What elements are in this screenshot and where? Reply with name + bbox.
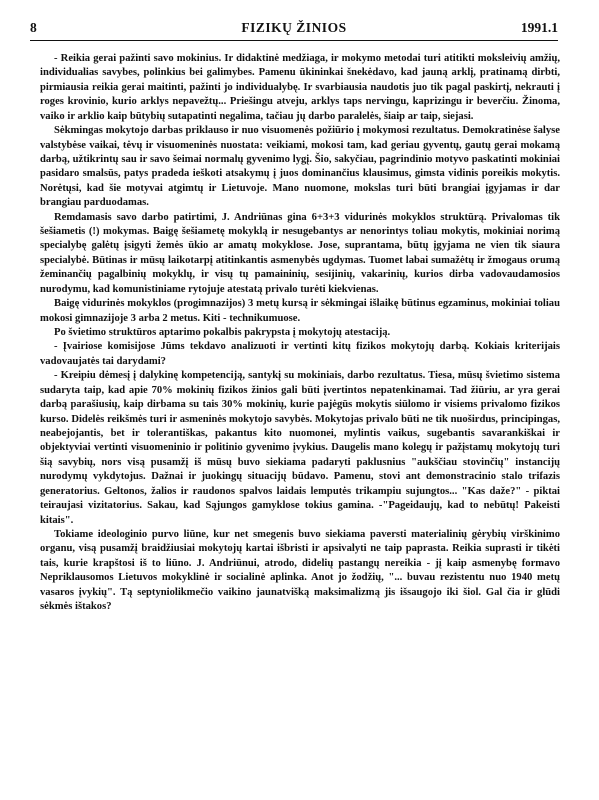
paragraph-3: Remdamasis savo darbo patirtimi, J. Andriūnas gina 6+3+3 vidurinės mokyklos struktūrą. Privalomas tik šešiametis (!) mokymas. Baigę šešiametę mokyklą ir nesugebantys ar nenorintys toliau mokytis, mokiniai norimą specialybę galėtų įsigyti žemės ūkio ar amatų mokyklose. Jose, suprantama, būtų įgyjama ne vien tik siaura specialybė. Būtinas ir mūsų laikotarpį atitinkantis asmenybės ugdymas. Tuomet labai sumažėtų ir žmogaus orumą žeminančių pagalbinių mokyklų, ir visų tų pamaininių, sesijinių, vakarinių, kurios dirba vadovaudamosios nurodymu, kad komunistiniame rytojuje atestatą privalo turėti kiekvienas. [40,211,560,295]
paragraph-7-answer: - Kreipiu dėmesį į dalykinę kompetenciją, santykį su mokiniais, darbo rezultatus. Tiesa, mūsų švietimo sistema sudaryta taip, kad apie 70% mokinių fizikos žinios gali būti įvertintos nepatenkinamai. Tad žiūriu, ar yra gerai darbą parašiusių, kaip dirbama su tais 30% mokinių, kurie pajėgūs mokytis siūlomo ir visiems privalomo fizikos kurso. Didelės reikšmės turi ir asmeninės mokytojo savybės. Mokytojas privalo būti ne tik nuoširdus, principingas, neabejojantis, bet ir tolerantiškas, pakantus kito nuomonei, mylintis vaikus, sugebantis savarankiškai ir objektyviai vertinti visuomeninio ir politinio gyvenimo įvykius. Daugelis mano kolegų ir pažįstamų mokytojų turi šią savybių, nors visą pusamžį iš mūsų buvo siekiama padaryti paklusnius "aukščiau stovinčių" instancijų nurodymų vykdytojus. Dažnai ir juokingų situacijų būdavo. Pamenu, stovi ant demonstracinio stalo trifazis generatorius. Geltonos, žalios ir raudonos spalvos laidais lemputės trikampiu sujungtos... "Kas daže?" - piktai teiraujasi vizitatorius. Sakau, kad Sąjungos gamyklose tokius gamina. -"Pageidaujų, kad to nebūtų! Pakeisti kitais". [40,370,560,526]
paragraph-1: - Reikia gerai pažinti savo mokinius. Ir didaktinė medžiaga, ir mokymo metodai turi atitikti moksleivių amžių, individualias savybes, polinkius bei galimybes. Pamenu ūkininkai šnekėdavo, kad jauną arklį, pratinamą dirbti, pirmiausia reikia gerai maitinti, pažinti jo individualybę. Ir svarbiausia naudotis juo tik pagal paskirtį, nekrauti į roges krovinio, kurio arklys nepavežtų... Priešingu atveju, arklys taps nervingu, kaprizingu ir beverčiu. Žinoma, vaiko ir arklio kaip būtybių sutapatinti negalima, tačiau jų darbo paralelės, šiaip ar taip, siejasi. [40,53,560,122]
running-header [30,20,558,38]
paragraph-4: Baigę vidurinės mokyklos (progimnazijos) 3 metų kursą ir sėkmingai išlaikę būtinus egzaminus, mokiniai toliau mokosi gimnazijoje 3 arba 2 metus. Kiti - technikumuose. [40,298,560,324]
issue-number: 1991.1 [520,20,558,35]
paragraph-6-question: - Įvairiose komisijose Jūms tekdavo analizuoti ir vertinti kitų fizikos mokytojų darbą. Kokiais kriterijais vadovaujatės tai darydami? [40,341,560,367]
header-rule [30,40,558,41]
paragraph-5: Po švietimo struktūros aptarimo pokalbis pakrypsta į mokytojų atestaciją. [54,327,391,339]
article-body [40,52,560,614]
paragraph-2: Sėkmingas mokytojo darbas priklauso ir nuo visuomenės požiūrio į mokymosi rezultatus. Demokratinėse šalyse valstybėse vaikai, tėvų ir visuomeninės nuostata: veikiami, mokosi tam, kad geriau gyventų, gautų gerai mokamą darbą, užtikrintų sau ir savo šeimai normalų gyvenimo lygį. Šio, sakyčiau, pagrindinio motyvo paskatinti mokiniai pasidaro smalsūs, patys pradeda ieškoti atsakymų į juos dominančius klausimus, gimsta vidinis poreikis mokytis. Norėtųsi, kad šie motyvai atgimtų ir Lietuvoje. Mano nuomone, mokslas turi būti brangiai įgyjamas ir dar brangiau parduodamas. [40,125,560,209]
paragraph-8: Tokiame ideologinio purvo liūne, kur net smegenis buvo siekiama paversti materialinių gėrybių virškinimo organu, visą pusamžį braidžiusiai mokytojų kartai išbristi ir apsivalyti ne taip paprasta. Reikia suprasti ir tikėti tais, kurie krapštosi iš to liūno. J. Andriūnui, atrodo, didelių pastangų nereikia - jį kaip asmenybę formavo Nepriklausomos Lietuvos mokyklinė ir socialinė aplinka. Anot jo žodžių, "... buvau rezistentu nuo 1940 metų vasaros įvykių". Tą septyniolikmečio vaikino jaunatvišką maksimalizmą jis išsaugojo iki šiol. Gal čia ir glūdi sėkmės ištakos? [40,528,560,613]
page-number: 8 [30,20,37,35]
journal-title: FIZIKŲ ŽINIOS [241,20,347,35]
